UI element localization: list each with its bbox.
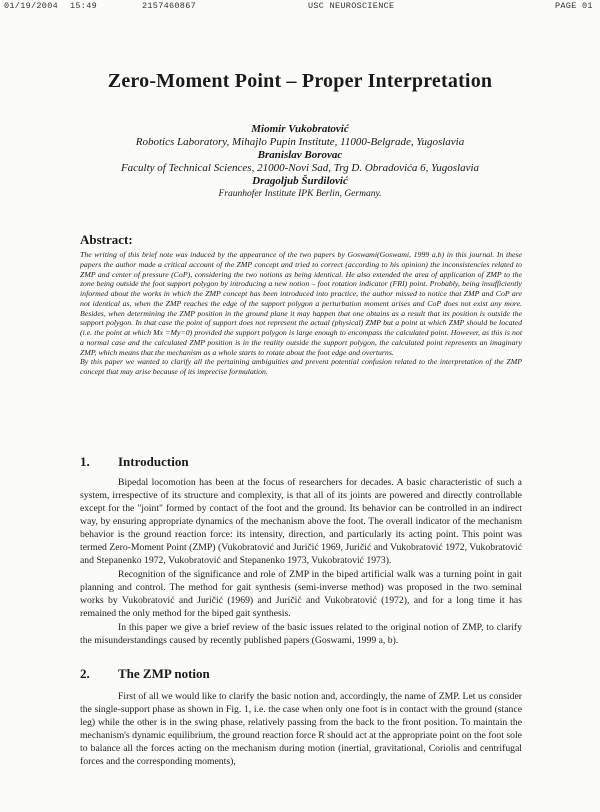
abstract-paragraph: By this paper we wanted to clarify all the pertaining ambiguities and prevent potential confusion related to the interpretation of the ZMP concept that may arise because of its imprecise formulation. [80,357,522,376]
fax-organization: USC NEUROSCIENCE [308,1,395,11]
author-block [0,123,600,201]
fax-header [0,0,600,12]
fax-page-number: PAGE 01 [555,1,593,11]
fax-date: 01/19/2004 [4,1,59,11]
author-name: Branislav Borovac [257,149,343,161]
section-title: The ZMP notion [118,666,210,681]
section-title: Introduction [118,454,189,469]
section-number: 2. [80,666,90,681]
author-affiliation: Robotics Laboratory, Mihajlo Pupin Institute, 11000-Belgrade, Yugoslavia [135,136,465,148]
section-body-introduction [80,476,522,648]
author-name: Dragoljub Šurdilović [252,175,348,187]
abstract-paragraph: The writing of this brief note was induced by the appearance of the two papers by Goswami(Goswami, 1999 a,b) in this journal. In these papers the author made a critical account of the ZMP concept and tried to correct (according to his opinion) the inconsistencies related to ZMP and center of pressure (CoP), considering the two notions as being identical. He also extended the area of application of ZMP to the zone being outside the foot support polygon by introducing a new notion – foot rotation indicator (FRI) point. Probably, being insufficiently informed about the works in which the ZMP concept has been introduced into practice, the author missed to notice that ZMP and CoP are not identical as, when the ZMP reaches the edge of the support polygon a perturbation moment arises and CoP does not exist any more. Besides, when determining the ZMP position in the ground plane it may happen that one obtains as a result that its position is outside the support polygon. In that case the point of support does not represent the actual (physical) ZMP but a point at which ZMP should be located (i.e. the point at which Mx =My=0) provided the support polygon is large enough to encompass the calculated point. However, as this is not a normal case and the calculated ZMP position is in the reality outside the support polygon, the calculated point represents an imaginary ZMP, which means that the mechanism as a whole starts to rotate about the foot edge and overturns. [80,250,522,357]
abstract-body [80,250,522,377]
section-heading-zmp-notion [80,666,210,682]
body-paragraph: Recognition of the significance and role of ZMP in the biped artificial walk was a turning point in gait planning and control. The method for gait synthesis (semi-inverse method) was proposed in the two seminal works by Vukobratović and Juričić (1969) and Juričić and Vukobratović (1972), and for a long time it has remained the only method for the biped gait synthesis. [80,569,522,619]
author-name: Miomir Vukobratović [251,123,349,135]
paper-title: Zero-Moment Point – Proper Interpretation [107,70,493,92]
author-affiliation: Faculty of Technical Sciences, 21000-Novi Sad, Trg D. Obradovića 6, Yugoslavia [120,162,480,174]
body-paragraph: First of all we would like to clarify the basic notion and, accordingly, the name of ZMP. Let us consider the single-support phase as shown in Fig. 1, i.e. the case when only one foot is in contact with the ground (stance leg) while the other is in the swing phase, relatively passing from the back to the front position. To maintain the mechanism's dynamic equilibrium, the ground reaction force R should act at the appropriate point on the foot sole to balance all the forces acting on the mechanism during motion (inertial, gravitational, Coriolis and centrifugal forces and the corresponding moments), [80,691,522,767]
fax-phone: 2157460867 [142,1,197,11]
section-number: 1. [80,454,90,469]
author-affiliation: Fraunhofer Institute IPK Berlin, Germany. [218,189,382,199]
body-paragraph: In this paper we give a brief review of the basic issues related to the original notion of ZMP, to clarify the misunderstandings caused by recently published papers (Goswami, 1999 a, b). [80,622,522,646]
abstract-heading: Abstract: [80,232,133,247]
fax-time: 15:49 [70,1,98,11]
section-body-zmp-notion [80,690,522,769]
section-heading-introduction [80,454,189,470]
body-paragraph: Bipedal locomotion has been at the focus of researchers for decades. A basic characteristic of such a system, irrespective of its structure and complexity, is that all of its joints are powered and directly controllable except for the "joint" formed by contact of the foot and the ground. Its behavior can be controlled in an indirect way, by ensuring appropriate dynamics of the mechanism above the foot. The overall indicator of the mechanism behavior is the ground reaction force: its intensity, direction, and particularly its acting point. This point was termed Zero-Moment Point (ZMP) (Vukobratović and Juričić 1969, Juričić and Vukobratović 1972, Vukobratović and Stepanenko 1972, Vukobratović and Stepanenko 1973, Vukobratović 1973). [80,477,522,566]
